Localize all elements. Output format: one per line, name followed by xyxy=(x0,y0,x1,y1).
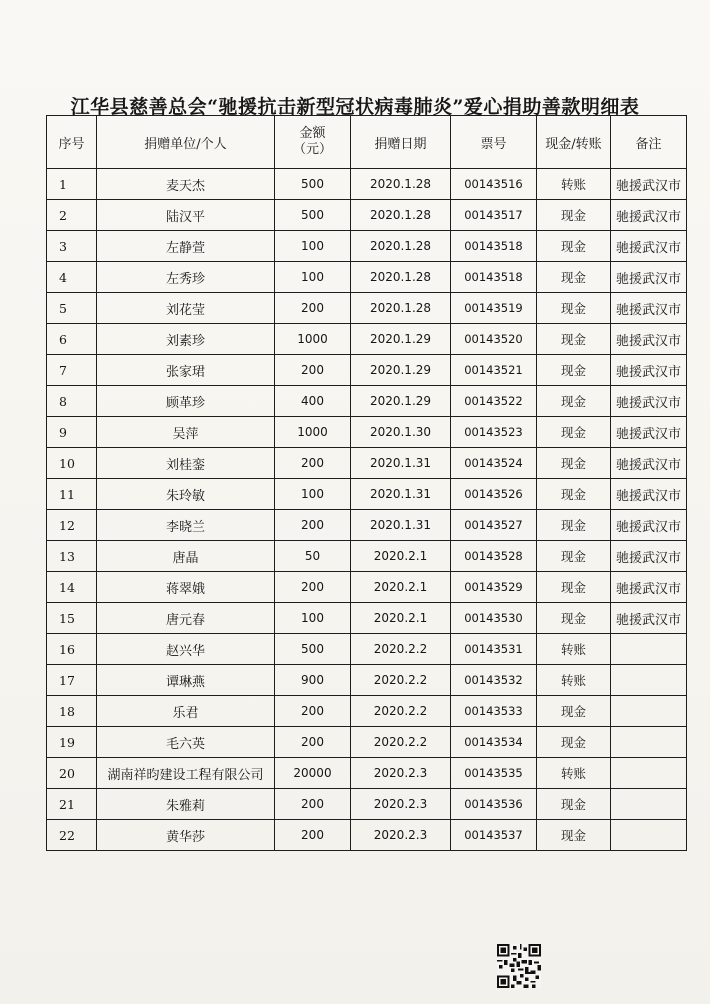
header-amount-line1: 金额 xyxy=(299,126,326,141)
cell-note: 驰援武汉市 xyxy=(611,479,687,510)
cell-note: 驰援武汉市 xyxy=(611,603,687,634)
cell-payment: 现金 xyxy=(537,417,611,448)
cell-payment: 现金 xyxy=(537,696,611,727)
cell-ticket: 00143527 xyxy=(451,510,537,541)
table-row xyxy=(47,634,687,665)
cell-no: 13 xyxy=(47,541,97,572)
cell-date: 2020.2.3 xyxy=(351,758,451,789)
cell-payment: 现金 xyxy=(537,200,611,231)
cell-donor: 乐君 xyxy=(97,696,275,727)
cell-amount: 1000 xyxy=(275,324,351,355)
cell-no: 8 xyxy=(47,386,97,417)
cell-no: 9 xyxy=(47,417,97,448)
cell-ticket: 00143532 xyxy=(451,665,537,696)
cell-donor: 左静萱 xyxy=(97,231,275,262)
table-row xyxy=(47,665,687,696)
header-amount-line2: （元） xyxy=(292,142,332,157)
cell-payment: 现金 xyxy=(537,727,611,758)
cell-ticket: 00143521 xyxy=(451,355,537,386)
cell-ticket: 00143522 xyxy=(451,386,537,417)
cell-date: 2020.2.2 xyxy=(351,696,451,727)
cell-donor: 谭琳燕 xyxy=(97,665,275,696)
cell-payment: 现金 xyxy=(537,479,611,510)
cell-date: 2020.1.31 xyxy=(351,448,451,479)
cell-no: 11 xyxy=(47,479,97,510)
cell-ticket: 00143516 xyxy=(451,169,537,200)
cell-amount: 200 xyxy=(275,448,351,479)
cell-no: 12 xyxy=(47,510,97,541)
cell-donor: 黄华莎 xyxy=(97,820,275,851)
header-note: 备注 xyxy=(611,116,687,169)
cell-ticket: 00143526 xyxy=(451,479,537,510)
cell-amount: 200 xyxy=(275,355,351,386)
cell-date: 2020.1.28 xyxy=(351,293,451,324)
cell-donor: 李晓兰 xyxy=(97,510,275,541)
qr-code-icon xyxy=(497,944,541,988)
cell-note: 驰援武汉市 xyxy=(611,231,687,262)
cell-payment: 现金 xyxy=(537,572,611,603)
cell-amount: 200 xyxy=(275,293,351,324)
cell-amount: 50 xyxy=(275,541,351,572)
cell-note: 驰援武汉市 xyxy=(611,324,687,355)
cell-note xyxy=(611,696,687,727)
cell-donor: 毛六英 xyxy=(97,727,275,758)
header-payment: 现金/转账 xyxy=(537,116,611,169)
cell-donor: 左秀珍 xyxy=(97,262,275,293)
cell-no: 22 xyxy=(47,820,97,851)
cell-date: 2020.1.31 xyxy=(351,479,451,510)
cell-no: 15 xyxy=(47,603,97,634)
cell-no: 20 xyxy=(47,758,97,789)
cell-ticket: 00143530 xyxy=(451,603,537,634)
cell-ticket: 00143524 xyxy=(451,448,537,479)
cell-date: 2020.1.29 xyxy=(351,324,451,355)
cell-amount: 200 xyxy=(275,820,351,851)
cell-no: 7 xyxy=(47,355,97,386)
cell-ticket: 00143517 xyxy=(451,200,537,231)
table-row xyxy=(47,696,687,727)
cell-note: 驰援武汉市 xyxy=(611,355,687,386)
table-row xyxy=(47,758,687,789)
cell-amount: 900 xyxy=(275,665,351,696)
cell-no: 16 xyxy=(47,634,97,665)
cell-amount: 200 xyxy=(275,510,351,541)
cell-payment: 现金 xyxy=(537,448,611,479)
cell-donor: 张家珺 xyxy=(97,355,275,386)
cell-note xyxy=(611,665,687,696)
cell-payment: 转账 xyxy=(537,169,611,200)
cell-payment: 现金 xyxy=(537,231,611,262)
cell-date: 2020.1.29 xyxy=(351,386,451,417)
cell-donor: 刘桂銮 xyxy=(97,448,275,479)
cell-date: 2020.1.28 xyxy=(351,262,451,293)
cell-amount: 500 xyxy=(275,634,351,665)
cell-donor: 刘素珍 xyxy=(97,324,275,355)
cell-note: 驰援武汉市 xyxy=(611,448,687,479)
table-row xyxy=(47,169,687,200)
cell-note: 驰援武汉市 xyxy=(611,572,687,603)
table-row xyxy=(47,541,687,572)
table-row xyxy=(47,324,687,355)
cell-no: 1 xyxy=(47,169,97,200)
cell-no: 5 xyxy=(47,293,97,324)
table-row xyxy=(47,727,687,758)
cell-note xyxy=(611,634,687,665)
cell-donor: 顾革珍 xyxy=(97,386,275,417)
table-row xyxy=(47,293,687,324)
cell-date: 2020.1.28 xyxy=(351,169,451,200)
cell-amount: 200 xyxy=(275,789,351,820)
cell-note xyxy=(611,758,687,789)
cell-donor: 唐晶 xyxy=(97,541,275,572)
cell-payment: 现金 xyxy=(537,386,611,417)
cell-amount: 200 xyxy=(275,696,351,727)
cell-ticket: 00143519 xyxy=(451,293,537,324)
cell-date: 2020.1.28 xyxy=(351,231,451,262)
cell-note: 驰援武汉市 xyxy=(611,262,687,293)
cell-amount: 100 xyxy=(275,231,351,262)
cell-no: 19 xyxy=(47,727,97,758)
cell-note: 驰援武汉市 xyxy=(611,541,687,572)
table-row xyxy=(47,417,687,448)
cell-date: 2020.2.2 xyxy=(351,665,451,696)
table-row xyxy=(47,479,687,510)
table-body xyxy=(47,169,687,851)
cell-date: 2020.2.1 xyxy=(351,572,451,603)
cell-ticket: 00143520 xyxy=(451,324,537,355)
cell-date: 2020.2.1 xyxy=(351,603,451,634)
cell-ticket: 00143537 xyxy=(451,820,537,851)
table-row xyxy=(47,789,687,820)
cell-note: 驰援武汉市 xyxy=(611,169,687,200)
cell-no: 18 xyxy=(47,696,97,727)
document-title: 江华县慈善总会“驰援抗击新型冠状病毒肺炎”爱心捐助善款明细表 xyxy=(70,96,640,118)
table-row xyxy=(47,448,687,479)
cell-amount: 200 xyxy=(275,572,351,603)
cell-amount: 100 xyxy=(275,262,351,293)
cell-payment: 现金 xyxy=(537,820,611,851)
cell-donor: 蒋翠娥 xyxy=(97,572,275,603)
cell-donor: 麦天杰 xyxy=(97,169,275,200)
cell-note: 驰援武汉市 xyxy=(611,386,687,417)
cell-payment: 现金 xyxy=(537,293,611,324)
table-row xyxy=(47,572,687,603)
cell-payment: 转账 xyxy=(537,758,611,789)
header-donor: 捐赠单位/个人 xyxy=(97,116,275,169)
cell-amount: 20000 xyxy=(275,758,351,789)
cell-donor: 刘花莹 xyxy=(97,293,275,324)
header-ticket: 票号 xyxy=(451,116,537,169)
cell-ticket: 00143528 xyxy=(451,541,537,572)
cell-note: 驰援武汉市 xyxy=(611,200,687,231)
cell-payment: 现金 xyxy=(537,541,611,572)
table-row xyxy=(47,355,687,386)
cell-note xyxy=(611,820,687,851)
cell-amount: 100 xyxy=(275,479,351,510)
cell-date: 2020.2.3 xyxy=(351,789,451,820)
cell-date: 2020.2.2 xyxy=(351,634,451,665)
cell-date: 2020.1.28 xyxy=(351,200,451,231)
cell-no: 21 xyxy=(47,789,97,820)
donation-table xyxy=(46,115,687,851)
cell-ticket: 00143536 xyxy=(451,789,537,820)
cell-no: 14 xyxy=(47,572,97,603)
header-amount xyxy=(275,116,351,169)
table-row xyxy=(47,386,687,417)
cell-payment: 现金 xyxy=(537,789,611,820)
cell-payment: 现金 xyxy=(537,603,611,634)
cell-amount: 200 xyxy=(275,727,351,758)
table-row xyxy=(47,231,687,262)
cell-amount: 400 xyxy=(275,386,351,417)
cell-amount: 100 xyxy=(275,603,351,634)
cell-payment: 现金 xyxy=(537,324,611,355)
header-date: 捐赠日期 xyxy=(351,116,451,169)
cell-note: 驰援武汉市 xyxy=(611,510,687,541)
cell-ticket: 00143518 xyxy=(451,231,537,262)
table-row xyxy=(47,820,687,851)
cell-donor: 陆汉平 xyxy=(97,200,275,231)
cell-payment: 现金 xyxy=(537,262,611,293)
cell-ticket: 00143533 xyxy=(451,696,537,727)
cell-date: 2020.1.30 xyxy=(351,417,451,448)
cell-donor: 吴萍 xyxy=(97,417,275,448)
cell-no: 2 xyxy=(47,200,97,231)
cell-no: 6 xyxy=(47,324,97,355)
cell-payment: 转账 xyxy=(537,634,611,665)
cell-date: 2020.2.1 xyxy=(351,541,451,572)
table-row xyxy=(47,510,687,541)
cell-payment: 现金 xyxy=(537,510,611,541)
cell-ticket: 00143534 xyxy=(451,727,537,758)
cell-amount: 500 xyxy=(275,200,351,231)
cell-ticket: 00143518 xyxy=(451,262,537,293)
cell-payment: 转账 xyxy=(537,665,611,696)
cell-no: 17 xyxy=(47,665,97,696)
cell-date: 2020.1.31 xyxy=(351,510,451,541)
cell-ticket: 00143529 xyxy=(451,572,537,603)
cell-ticket: 00143531 xyxy=(451,634,537,665)
cell-note: 驰援武汉市 xyxy=(611,293,687,324)
cell-note xyxy=(611,789,687,820)
table-row xyxy=(47,262,687,293)
cell-date: 2020.1.29 xyxy=(351,355,451,386)
cell-donor: 朱玲敏 xyxy=(97,479,275,510)
cell-donor: 朱雅莉 xyxy=(97,789,275,820)
cell-ticket: 00143523 xyxy=(451,417,537,448)
cell-donor: 赵兴华 xyxy=(97,634,275,665)
cell-ticket: 00143535 xyxy=(451,758,537,789)
cell-note: 驰援武汉市 xyxy=(611,417,687,448)
cell-amount: 500 xyxy=(275,169,351,200)
cell-date: 2020.2.2 xyxy=(351,727,451,758)
cell-amount: 1000 xyxy=(275,417,351,448)
cell-date: 2020.2.3 xyxy=(351,820,451,851)
cell-no: 4 xyxy=(47,262,97,293)
cell-donor: 唐元春 xyxy=(97,603,275,634)
cell-no: 3 xyxy=(47,231,97,262)
cell-note xyxy=(611,727,687,758)
table-header-row xyxy=(47,116,687,169)
table-row xyxy=(47,603,687,634)
cell-payment: 现金 xyxy=(537,355,611,386)
cell-donor: 湖南祥昀建设工程有限公司 xyxy=(97,758,275,789)
header-no: 序号 xyxy=(47,116,97,169)
table-row xyxy=(47,200,687,231)
cell-no: 10 xyxy=(47,448,97,479)
